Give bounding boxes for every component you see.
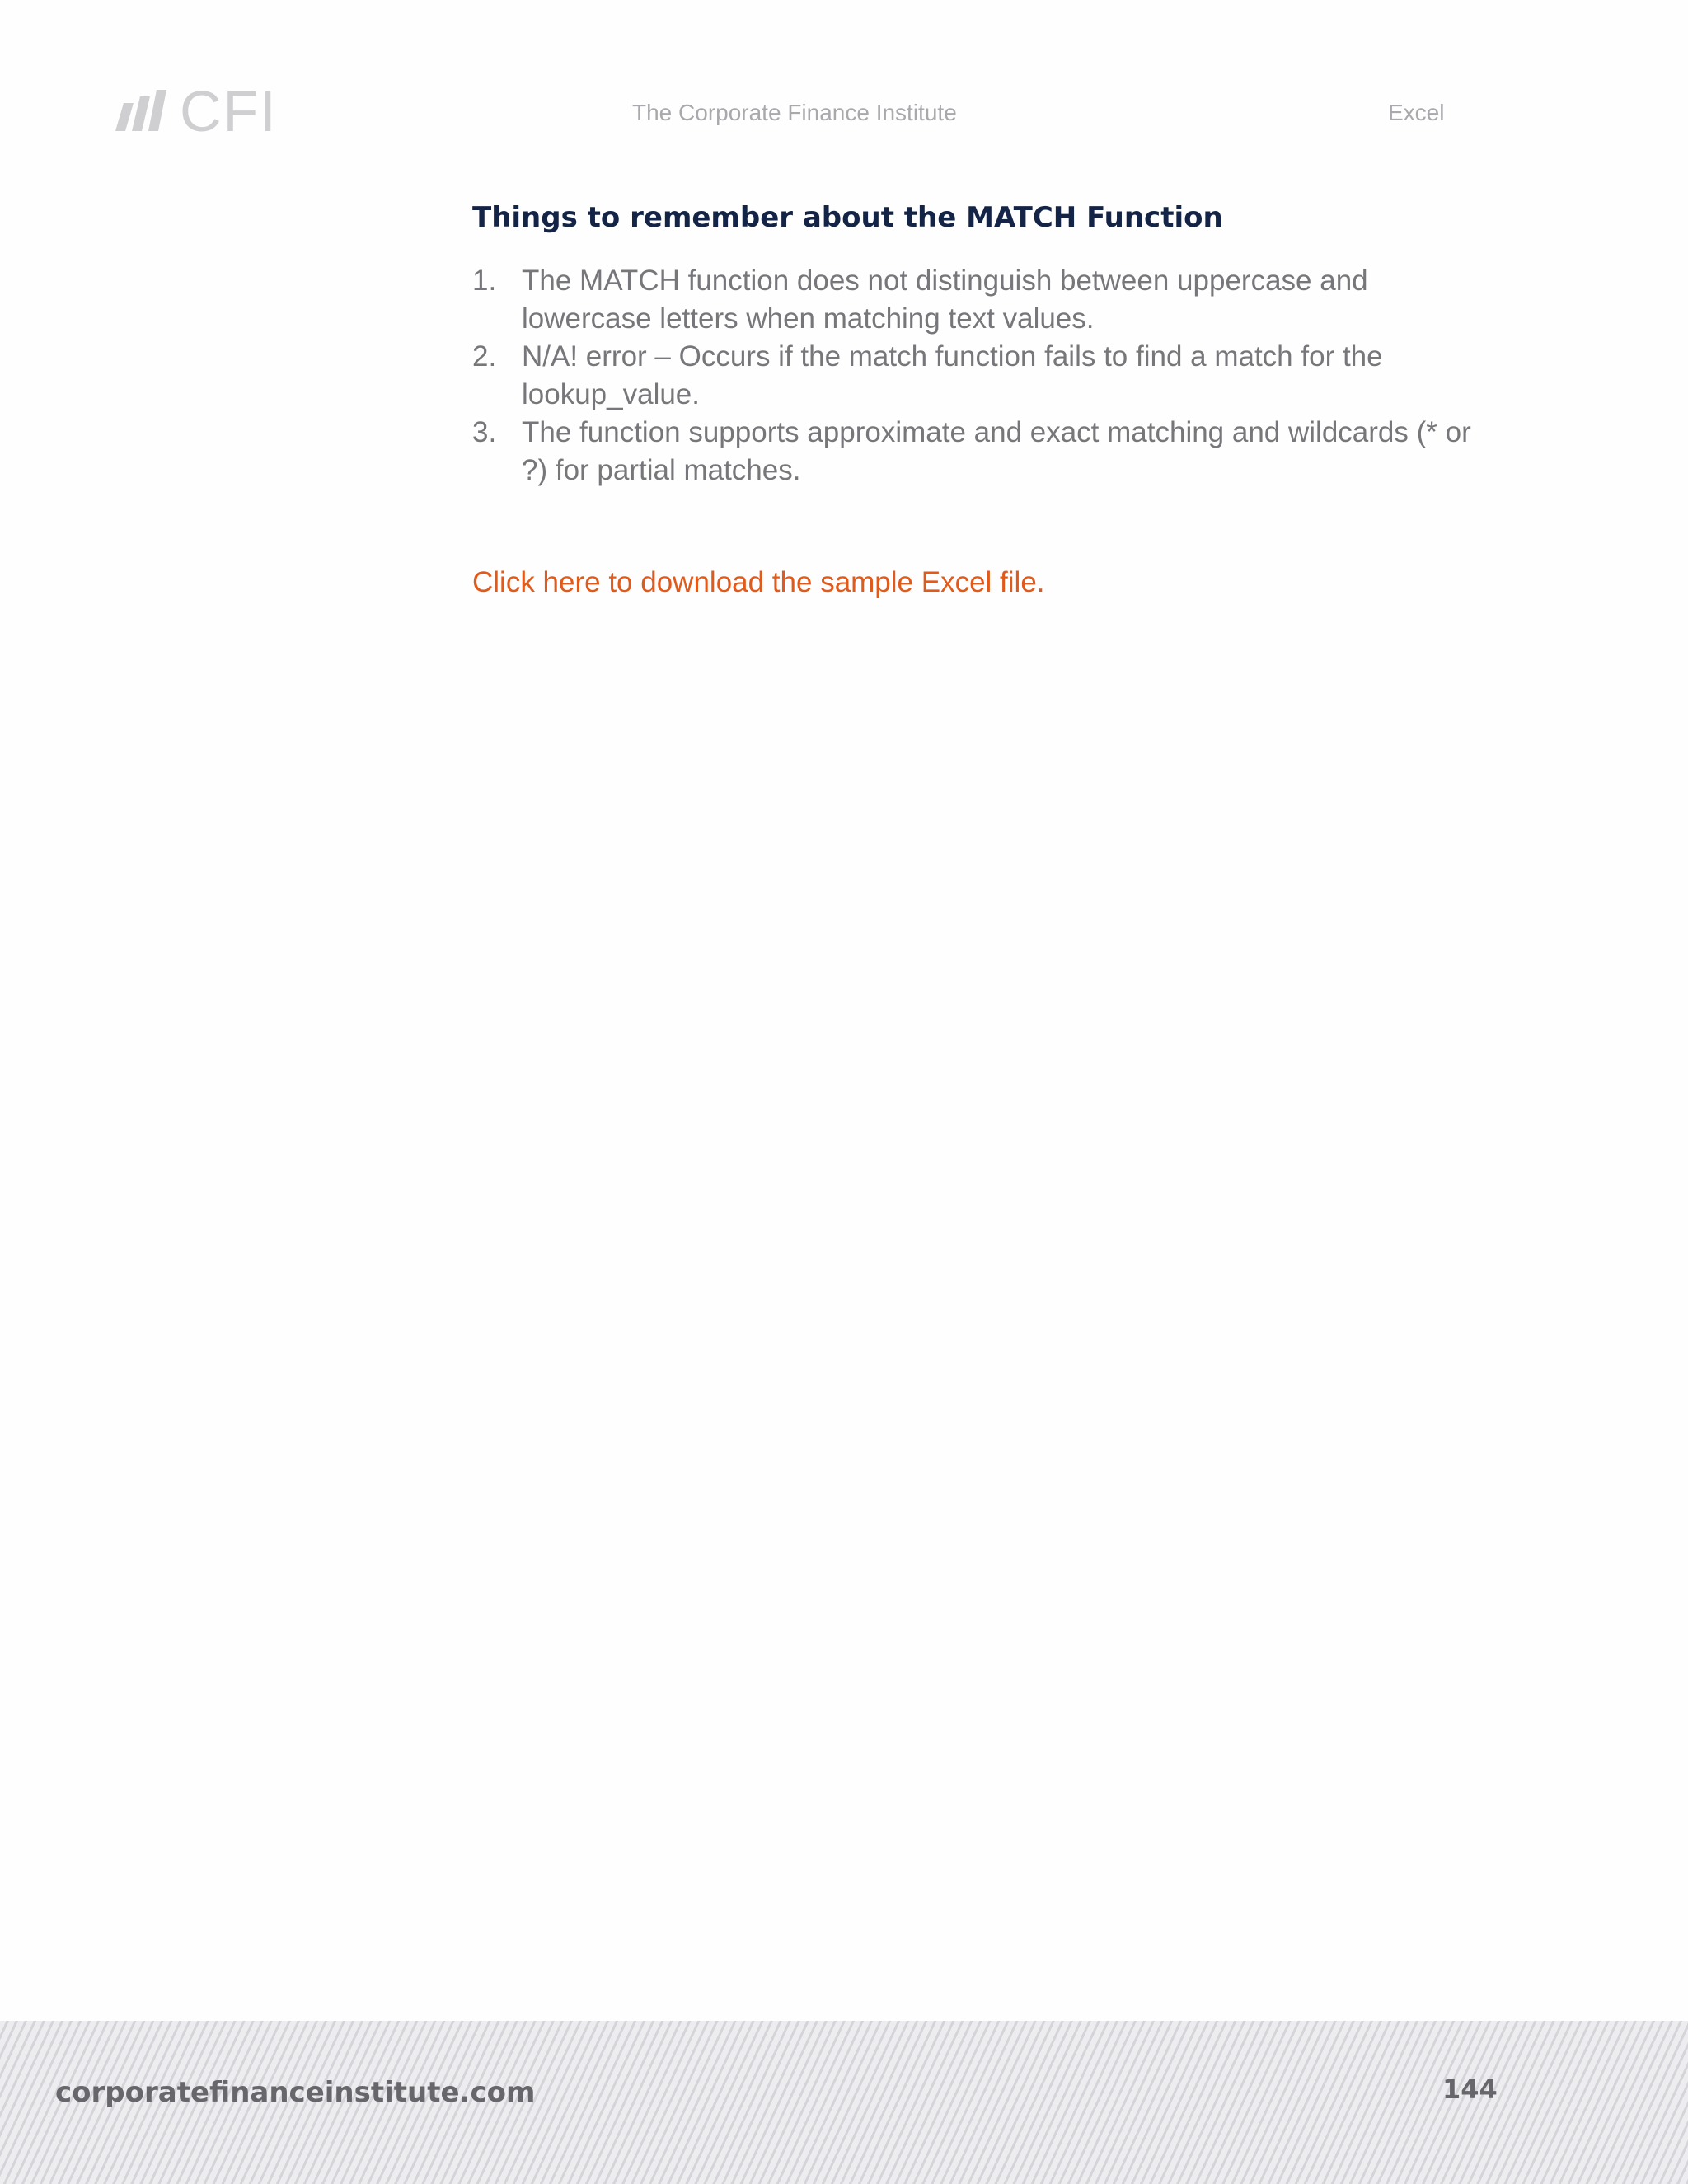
header-title: The Corporate Finance Institute	[632, 100, 957, 125]
cfi-logo-stripes-icon	[114, 88, 173, 134]
page-header	[0, 0, 1688, 165]
list-item-text: The function supports approximate and exact matching and wildcards (* or ?) for partial matches.	[522, 416, 1471, 486]
list-item-number: 3.	[472, 416, 497, 448]
logo-text: CFI	[180, 79, 278, 143]
main-content	[472, 198, 1503, 602]
list-item	[472, 414, 1503, 490]
footer-website: corporatefinanceinstitute.com	[55, 2076, 536, 2109]
page-footer	[0, 2021, 1688, 2184]
download-sample-link[interactable]: Click here to download the sample Excel file.	[472, 566, 1045, 598]
list-item	[472, 262, 1503, 338]
remember-list	[472, 262, 1503, 490]
list-item-number: 1.	[472, 265, 497, 297]
list-item-number: 2.	[472, 340, 497, 373]
section-title: Things to remember about the MATCH Function	[472, 201, 1223, 234]
list-item	[472, 338, 1503, 414]
list-item-text: N/A! error – Occurs if the match function fails to find a match for the lookup_value.	[522, 340, 1383, 410]
list-item-text: The MATCH function does not distinguish between uppercase and lowercase letters when matching text values.	[522, 265, 1368, 335]
header-category: Excel	[1388, 100, 1445, 125]
cfi-logo	[114, 79, 278, 143]
page-number: 144	[1442, 2074, 1498, 2105]
